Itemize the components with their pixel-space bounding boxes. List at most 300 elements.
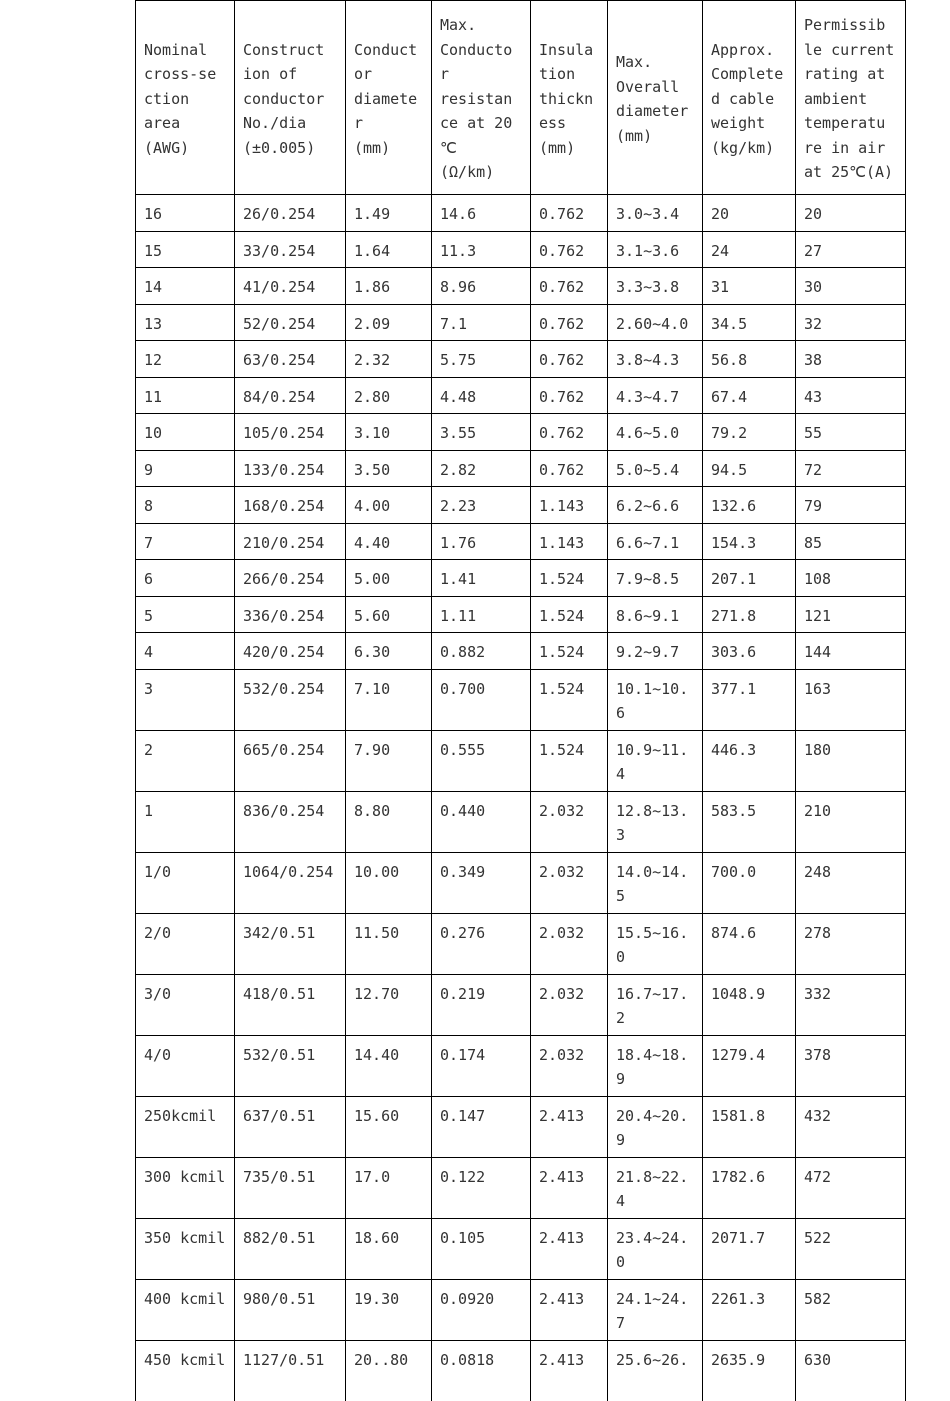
table-cell	[531, 669, 608, 730]
table-cell	[796, 450, 906, 487]
cell-text: 0.147	[440, 1106, 486, 1125]
table-cell	[346, 1218, 432, 1279]
cell-text: 210/0.254	[243, 533, 325, 552]
table-cell	[136, 341, 235, 378]
cell-text: 8.96	[440, 278, 477, 296]
table-cell	[136, 450, 235, 487]
table-cell	[608, 1340, 703, 1401]
table-row	[136, 669, 906, 730]
table-cell	[608, 1096, 703, 1157]
table-row	[136, 596, 906, 633]
table-cell	[235, 304, 346, 341]
table-cell	[531, 1096, 608, 1157]
table-cell	[136, 633, 235, 670]
table-cell	[136, 1035, 235, 1096]
table-cell	[531, 523, 608, 560]
table-cell	[531, 1279, 608, 1340]
cell-text: 350 kcmil	[144, 1228, 226, 1247]
cell-text: 2.60~4.0	[616, 314, 689, 333]
table-cell	[136, 231, 235, 268]
cell-text: 1782.6	[711, 1167, 766, 1186]
table-cell	[432, 304, 531, 341]
table-cell	[531, 414, 608, 451]
cell-text: 735/0.51	[243, 1167, 316, 1186]
cell-text: 12.70	[354, 984, 400, 1003]
table-cell	[703, 341, 796, 378]
table-cell	[608, 560, 703, 597]
table-cell	[346, 560, 432, 597]
table-cell	[796, 596, 906, 633]
table-cell	[608, 487, 703, 524]
cell-text: 18.60	[354, 1228, 400, 1247]
cell-text: 10.00	[354, 862, 400, 881]
cell-text: 94.5	[711, 460, 748, 479]
table-cell	[703, 1218, 796, 1279]
table-cell	[703, 304, 796, 341]
table-cell	[346, 523, 432, 560]
table-row	[136, 487, 906, 524]
cell-text: 0.174	[440, 1045, 486, 1064]
cell-text: 2.032	[539, 984, 585, 1003]
table-cell	[432, 195, 531, 232]
table-cell	[608, 377, 703, 414]
table-cell	[432, 487, 531, 524]
cell-text: 637/0.51	[243, 1106, 316, 1125]
cell-text: 4.48	[440, 387, 477, 406]
table-cell	[608, 1218, 703, 1279]
table-cell	[346, 304, 432, 341]
cell-text: 10.1~10.6	[616, 679, 689, 722]
cell-text: 0.440	[440, 801, 486, 820]
table-cell	[235, 450, 346, 487]
cell-text: 16	[144, 205, 163, 223]
cell-text: 27	[804, 241, 823, 260]
cell-text: 24.1~24.7	[616, 1289, 689, 1332]
cell-text: 0.276	[440, 923, 486, 942]
cell-text: 1.524	[539, 679, 585, 698]
table-row	[136, 974, 906, 1035]
table-cell	[703, 523, 796, 560]
table-cell	[432, 852, 531, 913]
cell-text: 79.2	[711, 424, 748, 442]
cell-text: 3	[144, 679, 154, 698]
cell-text: 20	[804, 205, 823, 223]
table-cell	[796, 730, 906, 791]
cell-text: 84/0.254	[243, 387, 316, 406]
table-cell	[432, 1218, 531, 1279]
cell-text: 278	[804, 923, 832, 942]
table-cell	[796, 487, 906, 524]
table-cell	[796, 377, 906, 414]
cell-text: 7.90	[354, 740, 391, 759]
table-cell	[346, 1157, 432, 1218]
table-cell	[608, 913, 703, 974]
cell-text: 2261.3	[711, 1289, 766, 1308]
cell-text: 2.32	[354, 351, 391, 369]
table-cell	[235, 633, 346, 670]
cell-text: 207.1	[711, 570, 757, 588]
table-cell	[608, 341, 703, 378]
cell-text: 2.413	[539, 1350, 585, 1369]
cell-text: 450 kcmil	[144, 1350, 226, 1369]
table-cell	[136, 913, 235, 974]
cell-text: 0.762	[539, 351, 585, 369]
table-cell	[608, 791, 703, 852]
cell-text: 3/0	[144, 984, 172, 1003]
cell-text: 3.55	[440, 424, 477, 442]
cell-text: 11.50	[354, 923, 400, 942]
table-row	[136, 791, 906, 852]
table-cell	[346, 913, 432, 974]
table-row	[136, 341, 906, 378]
table-cell	[235, 1035, 346, 1096]
cell-text: 163	[804, 679, 832, 698]
table-cell	[235, 377, 346, 414]
table-row	[136, 913, 906, 974]
cell-text: 1/0	[144, 862, 172, 881]
table-cell	[136, 852, 235, 913]
cell-text: 154.3	[711, 533, 757, 552]
table-cell	[796, 633, 906, 670]
cell-text: 0.105	[440, 1228, 486, 1247]
table-row	[136, 450, 906, 487]
table-cell	[346, 377, 432, 414]
cell-text: 133/0.254	[243, 460, 325, 479]
table-cell	[796, 1218, 906, 1279]
cell-text: 4/0	[144, 1045, 172, 1064]
cell-text: 4.40	[354, 533, 391, 552]
table-cell	[608, 669, 703, 730]
table-cell	[432, 1279, 531, 1340]
table-row	[136, 377, 906, 414]
table-cell	[235, 487, 346, 524]
cell-text: 1.86	[354, 278, 391, 296]
cell-text: 10	[144, 424, 163, 442]
table-cell	[346, 341, 432, 378]
cell-text: 420/0.254	[243, 643, 325, 661]
cell-text: 6.30	[354, 643, 391, 661]
table-cell	[531, 487, 608, 524]
table-cell	[703, 1096, 796, 1157]
table-cell	[608, 414, 703, 451]
table-cell	[235, 231, 346, 268]
cell-text: 0.882	[440, 643, 486, 661]
cell-text: 522	[804, 1228, 832, 1247]
cell-text: 3.0~3.4	[616, 205, 680, 223]
cell-text: 300 kcmil	[144, 1167, 226, 1186]
table-cell	[796, 1340, 906, 1401]
cell-text: 0.762	[539, 460, 585, 479]
table-cell	[796, 1035, 906, 1096]
cell-text: 105/0.254	[243, 424, 325, 442]
cell-text: 5.60	[354, 606, 391, 625]
cell-text: 2071.7	[711, 1228, 766, 1247]
cell-text: 378	[804, 1045, 832, 1064]
cell-text: 266/0.254	[243, 570, 325, 588]
table-cell	[608, 974, 703, 1035]
table-cell	[235, 791, 346, 852]
table-cell	[703, 669, 796, 730]
cell-text: 8.80	[354, 801, 391, 820]
table-cell	[432, 268, 531, 305]
header-cell: Permissib le current rating at ambient temperatu re in air at 25℃(A)	[796, 1, 906, 195]
table-cell	[432, 974, 531, 1035]
cell-text: 52/0.254	[243, 314, 316, 333]
table-cell	[235, 268, 346, 305]
cell-text: 303.6	[711, 643, 757, 661]
cell-text: 2.032	[539, 801, 585, 820]
table-cell	[346, 450, 432, 487]
cell-text: 121	[804, 606, 832, 625]
table-cell	[531, 1157, 608, 1218]
cell-text: 332	[804, 984, 832, 1003]
cell-text: 1127/0.51	[243, 1350, 325, 1369]
table-row	[136, 1218, 906, 1279]
table-row	[136, 195, 906, 232]
cell-text: 1.143	[539, 497, 585, 515]
table-row	[136, 304, 906, 341]
table-cell	[136, 523, 235, 560]
cell-text: 2.413	[539, 1289, 585, 1308]
cell-text: 4.6~5.0	[616, 424, 680, 442]
cell-text: 2	[144, 740, 154, 759]
table-cell	[346, 231, 432, 268]
table-cell	[796, 341, 906, 378]
table-cell	[608, 633, 703, 670]
table-cell	[703, 414, 796, 451]
cell-text: 532/0.254	[243, 679, 325, 698]
table-cell	[136, 791, 235, 852]
cell-text: 19.30	[354, 1289, 400, 1308]
table-cell	[432, 231, 531, 268]
table-row	[136, 1279, 906, 1340]
cell-text: 7.10	[354, 679, 391, 698]
table-cell	[432, 791, 531, 852]
table-cell	[531, 1218, 608, 1279]
cell-text: 34.5	[711, 314, 748, 333]
cell-text: 30	[804, 278, 823, 296]
table-cell	[531, 304, 608, 341]
table-row	[136, 231, 906, 268]
cell-text: 0.700	[440, 679, 486, 698]
cell-text: 33/0.254	[243, 241, 316, 260]
cell-text: 9.2~9.7	[616, 643, 680, 661]
table-cell	[608, 195, 703, 232]
table-cell	[235, 1218, 346, 1279]
table-cell	[531, 560, 608, 597]
cell-text: 250kcmil	[144, 1106, 217, 1125]
cell-text: 1048.9	[711, 984, 766, 1003]
cell-text: 5.75	[440, 351, 477, 369]
table-cell	[136, 669, 235, 730]
cell-text: 4	[144, 643, 154, 661]
table-cell	[703, 1157, 796, 1218]
table-cell	[432, 377, 531, 414]
cell-text: 7.1	[440, 314, 468, 333]
table-cell	[796, 195, 906, 232]
cell-text: 665/0.254	[243, 740, 325, 759]
table-cell	[432, 1157, 531, 1218]
cell-text: 336/0.254	[243, 606, 325, 625]
table-cell	[235, 1096, 346, 1157]
cell-text: 2.413	[539, 1106, 585, 1125]
cell-text: 108	[804, 570, 832, 588]
table-cell	[432, 730, 531, 791]
cell-text: 168/0.254	[243, 497, 325, 515]
cell-text: 3.10	[354, 424, 391, 442]
cell-text: 10.9~11.4	[616, 740, 689, 783]
table-cell	[432, 1096, 531, 1157]
cell-text: 1.524	[539, 740, 585, 759]
table-cell	[346, 633, 432, 670]
table-cell	[531, 1035, 608, 1096]
table-cell	[432, 1340, 531, 1401]
cell-text: 271.8	[711, 606, 757, 625]
cell-text: 20.4~20.9	[616, 1106, 689, 1149]
table-cell	[796, 1096, 906, 1157]
cell-text: 2/0	[144, 923, 172, 942]
table-cell	[136, 268, 235, 305]
cell-text: 63/0.254	[243, 351, 316, 369]
table-cell	[796, 268, 906, 305]
cell-text: 56.8	[711, 351, 748, 369]
cell-text: 25.6~26.	[616, 1350, 689, 1369]
cell-text: 144	[804, 643, 832, 661]
cell-text: 1.76	[440, 533, 477, 552]
header-cell: Insula tion thickn ess (mm)	[531, 1, 608, 195]
cell-text: 1.64	[354, 241, 391, 260]
cell-text: 532/0.51	[243, 1045, 316, 1064]
table-row	[136, 1340, 906, 1401]
cell-text: 3.8~4.3	[616, 351, 680, 369]
table-cell	[531, 268, 608, 305]
cell-text: 32	[804, 314, 823, 333]
table-cell	[432, 450, 531, 487]
cell-text: 400 kcmil	[144, 1289, 226, 1308]
cell-text: 248	[804, 862, 832, 881]
cell-text: 0.555	[440, 740, 486, 759]
cell-text: 472	[804, 1167, 832, 1186]
table-cell	[796, 791, 906, 852]
table-cell	[136, 560, 235, 597]
cell-text: 9	[144, 460, 154, 479]
cell-text: 446.3	[711, 740, 757, 759]
table-cell	[796, 560, 906, 597]
table-row	[136, 268, 906, 305]
cell-text: 1.524	[539, 606, 585, 625]
table-cell	[235, 1279, 346, 1340]
table-cell	[703, 730, 796, 791]
cell-text: 38	[804, 351, 823, 369]
table-row	[136, 560, 906, 597]
cell-text: 16.7~17.2	[616, 984, 689, 1027]
cell-text: 1.41	[440, 570, 477, 588]
cell-text: 7.9~8.5	[616, 570, 680, 588]
cell-text: 13	[144, 314, 163, 333]
cell-text: 21.8~22.4	[616, 1167, 689, 1210]
table-cell	[235, 1157, 346, 1218]
table-cell	[703, 450, 796, 487]
table-cell	[235, 1340, 346, 1401]
table-cell	[432, 1035, 531, 1096]
cell-text: 2.032	[539, 1045, 585, 1064]
cell-text: 2.032	[539, 862, 585, 881]
table-cell	[608, 596, 703, 633]
cell-text: 14.40	[354, 1045, 400, 1064]
header-cell: Conduct or diamete r (mm)	[346, 1, 432, 195]
table-cell	[703, 377, 796, 414]
cell-text: 5	[144, 606, 154, 625]
cell-text: 0.762	[539, 314, 585, 333]
cell-text: 3.3~3.8	[616, 278, 680, 296]
cell-text: 1.524	[539, 643, 585, 661]
cell-text: 15	[144, 241, 163, 260]
table-cell	[235, 730, 346, 791]
cell-text: 4.00	[354, 497, 391, 515]
cell-text: 41/0.254	[243, 278, 316, 296]
table-cell	[235, 523, 346, 560]
cell-text: 4.3~4.7	[616, 387, 680, 406]
cell-text: 418/0.51	[243, 984, 316, 1003]
cell-text: 12.8~13.3	[616, 801, 689, 844]
table-cell	[608, 523, 703, 560]
table-cell	[432, 560, 531, 597]
table-row	[136, 852, 906, 913]
table-cell	[136, 1096, 235, 1157]
cell-text: 18.4~18.9	[616, 1045, 689, 1088]
table-cell	[346, 487, 432, 524]
table-cell	[608, 1157, 703, 1218]
table-cell	[703, 596, 796, 633]
table-cell	[796, 1157, 906, 1218]
cell-text: 1.143	[539, 533, 585, 552]
cell-text: 132.6	[711, 497, 757, 515]
table-cell	[346, 791, 432, 852]
cell-text: 6.6~7.1	[616, 533, 680, 552]
cell-text: 583.5	[711, 801, 757, 820]
cell-text: 31	[711, 278, 730, 296]
table-cell	[136, 377, 235, 414]
table-cell	[346, 730, 432, 791]
cell-text: 14.6	[440, 205, 477, 223]
header-cell: Approx. Complete d cable weight (kg/km)	[703, 1, 796, 195]
cell-text: 700.0	[711, 862, 757, 881]
cell-text: 72	[804, 460, 823, 479]
header-cell: Construct ion of conductor No./dia (±0.005)	[235, 1, 346, 195]
table-cell	[531, 633, 608, 670]
table-cell	[235, 669, 346, 730]
cell-text: 1.49	[354, 205, 391, 223]
table-cell	[703, 195, 796, 232]
table-cell	[531, 377, 608, 414]
table-cell	[796, 1279, 906, 1340]
table-cell	[136, 730, 235, 791]
cell-text: 2.413	[539, 1167, 585, 1186]
cell-text: 26/0.254	[243, 205, 316, 223]
table-cell	[608, 730, 703, 791]
table-cell	[703, 791, 796, 852]
table-row	[136, 1096, 906, 1157]
table-cell	[432, 913, 531, 974]
cell-text: 14.0~14.5	[616, 862, 689, 905]
table-row	[136, 1157, 906, 1218]
cell-text: 2.80	[354, 387, 391, 406]
table-cell	[796, 304, 906, 341]
table-cell	[432, 669, 531, 730]
table-cell	[796, 231, 906, 268]
cell-text: 630	[804, 1350, 832, 1369]
table-cell	[346, 195, 432, 232]
